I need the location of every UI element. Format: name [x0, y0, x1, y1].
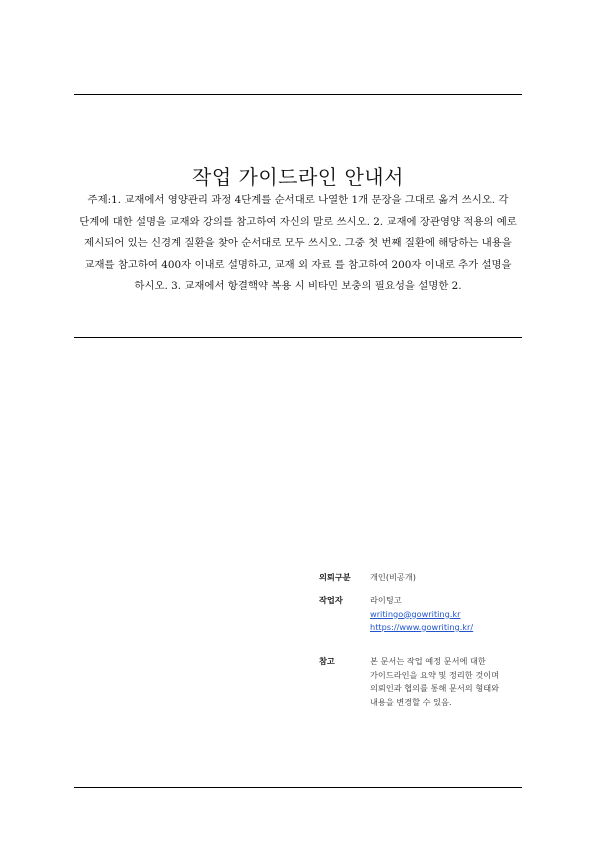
note-line: 의뢰인과 협의를 통해 문서의 형태와: [370, 683, 500, 693]
note-text: [370, 655, 540, 709]
author-name: 라이팅고: [370, 595, 402, 605]
request-type-label: 의뢰구분: [319, 572, 351, 582]
middle-divider: [74, 337, 522, 338]
bottom-divider: [74, 787, 522, 788]
note-label: 참고: [319, 656, 335, 666]
note-line: 내용을 변경할 수 있음.: [370, 696, 452, 707]
note-line: 가이드라인을 요약 및 정리한 것이며: [370, 669, 500, 680]
author-email-link[interactable]: writingo@gowriting.kr: [370, 608, 461, 619]
author-label: 작업자: [319, 595, 343, 605]
request-type-value: 개인(비공개): [370, 572, 416, 582]
document-title: 작업 가이드라인 안내서: [192, 165, 404, 190]
author-website-link[interactable]: https://www.gowriting.kr/: [370, 622, 474, 632]
author-details: [370, 594, 540, 635]
top-divider: [74, 94, 522, 95]
note-line: 본 문서는 작업 예정 문서에 대한: [370, 656, 486, 666]
topic-paragraph: 주제:1. 교재에서 영양관리 과정 4단계를 순서대로 나열한 1개 문장을 그대로 옮겨 쓰시오. 각 단계에 대한 설명을 교재와 강의를 참고하여 자신의 말로 쓰시오. 2. 교재에 장관영양 적용의 예로 제시되어 있는 신경계 질환을 찾아 순서대로 모두 쓰시오. 그중 첫 번째 질환에 해당하는 내용을 교재를 참고하여 400자 이내로 설명하고, 교재 외 자료 를 참고하여 200자 이내로 추가 설명을 하시오. 3. 교재에서 항결핵약 복용 시 비타민 보충의 필요성을 설명한 2.: [79, 194, 517, 292]
